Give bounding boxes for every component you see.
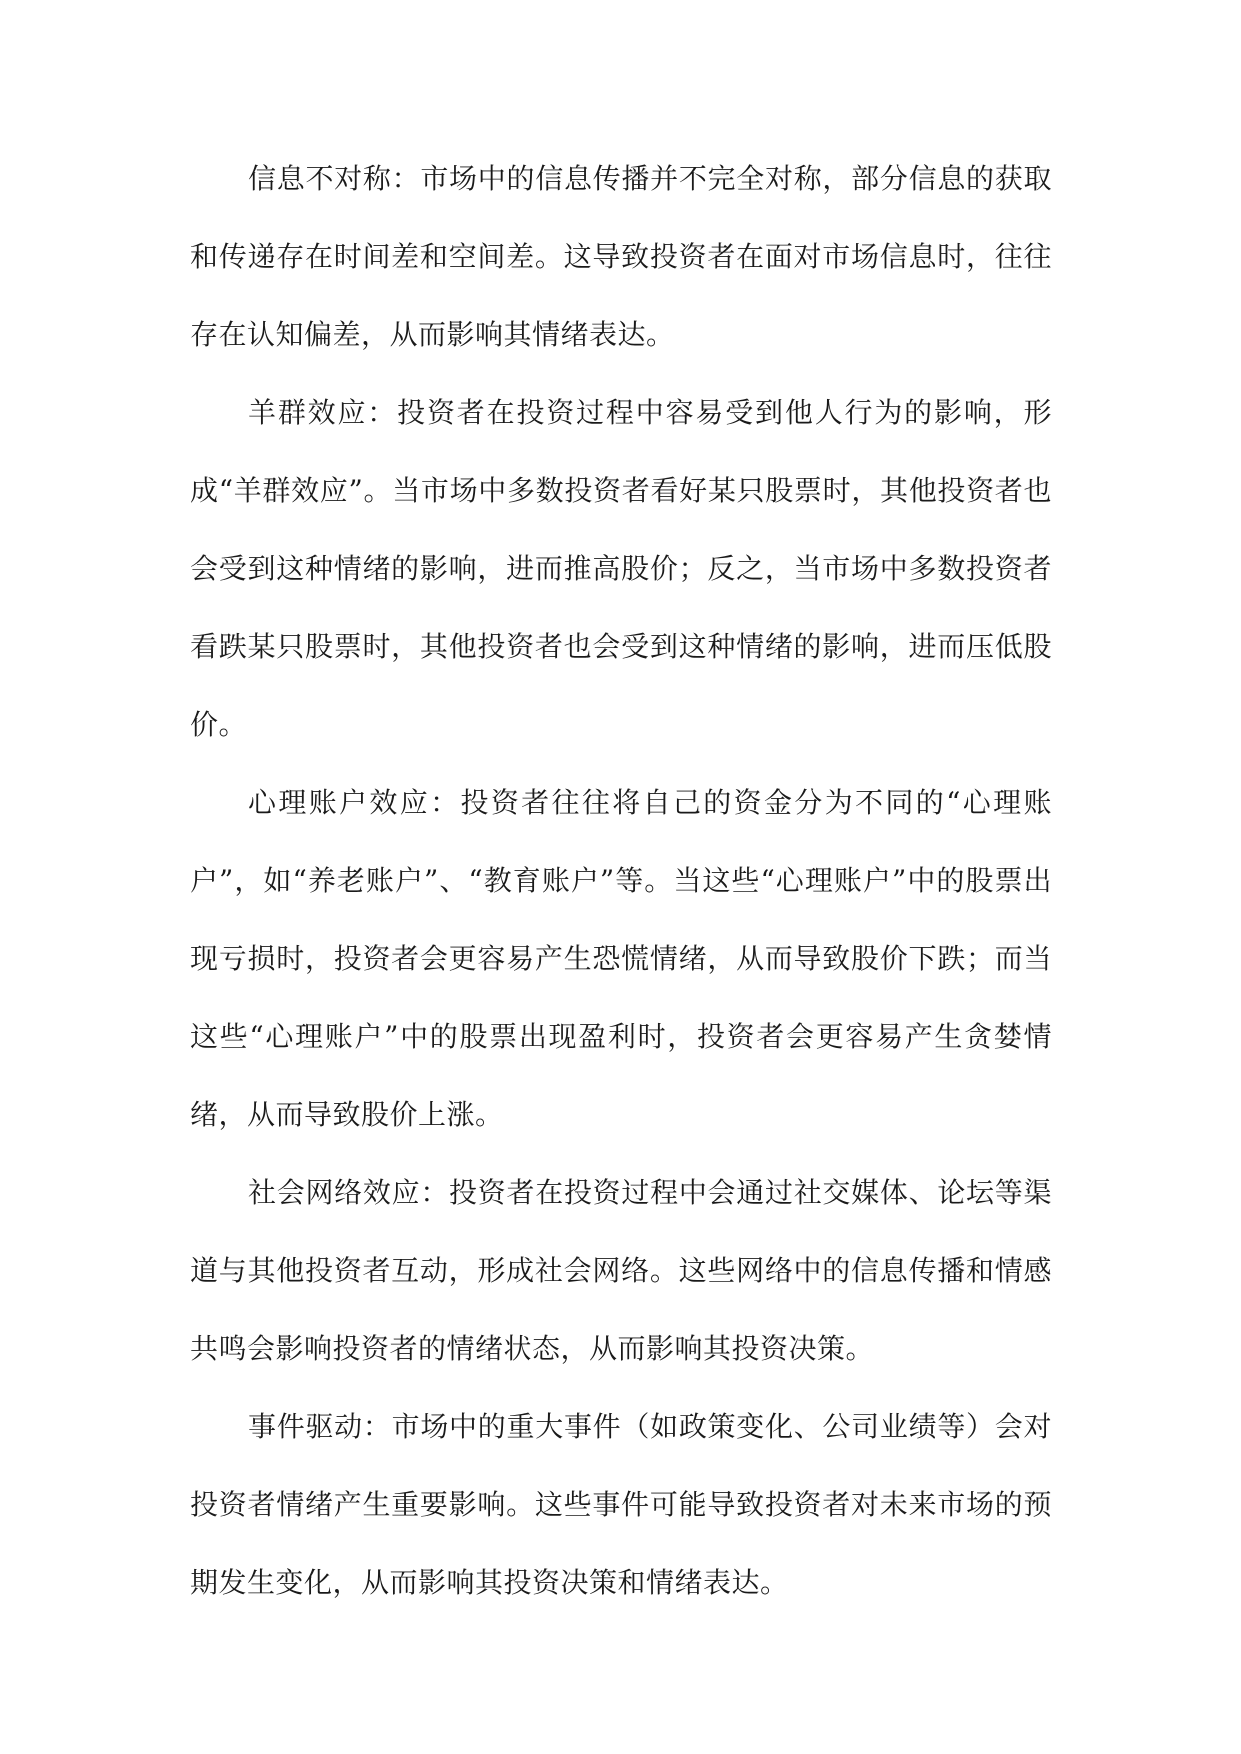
- paragraph-herd-effect: 羊群效应：投资者在投资过程中容易受到他人行为的影响，形成“羊群效应”。当市场中多数投资者看好某只股票时，其他投资者也会受到这种情绪的影响，进而推高股价；反之，当市场中多数投资者看跌某只股票时，其他投资者也会受到这种情绪的影响，进而压低股价。: [190, 396, 1052, 741]
- document-body: [190, 140, 1052, 1622]
- paragraph-mental-accounting: 心理账户效应：投资者往往将自己的资金分为不同的“心理账户”，如“养老账户”、“教育账户”等。当这些“心理账户”中的股票出现亏损时，投资者会更容易产生恐慌情绪，从而导致股价下跌；而当这些“心理账户”中的股票出现盈利时，投资者会更容易产生贪婪情绪，从而导致股价上涨。: [190, 786, 1052, 1131]
- paragraph-event-driven: 事件驱动：市场中的重大事件（如政策变化、公司业绩等）会对投资者情绪产生重要影响。这些事件可能导致投资者对未来市场的预期发生变化，从而影响其投资决策和情绪表达。: [190, 1410, 1052, 1599]
- paragraph-social-network-effect: 社会网络效应：投资者在投资过程中会通过社交媒体、论坛等渠道与其他投资者互动，形成社会网络。这些网络中的信息传播和情感共鸣会影响投资者的情绪状态，从而影响其投资决策。: [190, 1176, 1052, 1365]
- paragraph-information-asymmetry: 信息不对称：市场中的信息传播并不完全对称，部分信息的获取和传递存在时间差和空间差。这导致投资者在面对市场信息时，往往存在认知偏差，从而影响其情绪表达。: [190, 162, 1052, 351]
